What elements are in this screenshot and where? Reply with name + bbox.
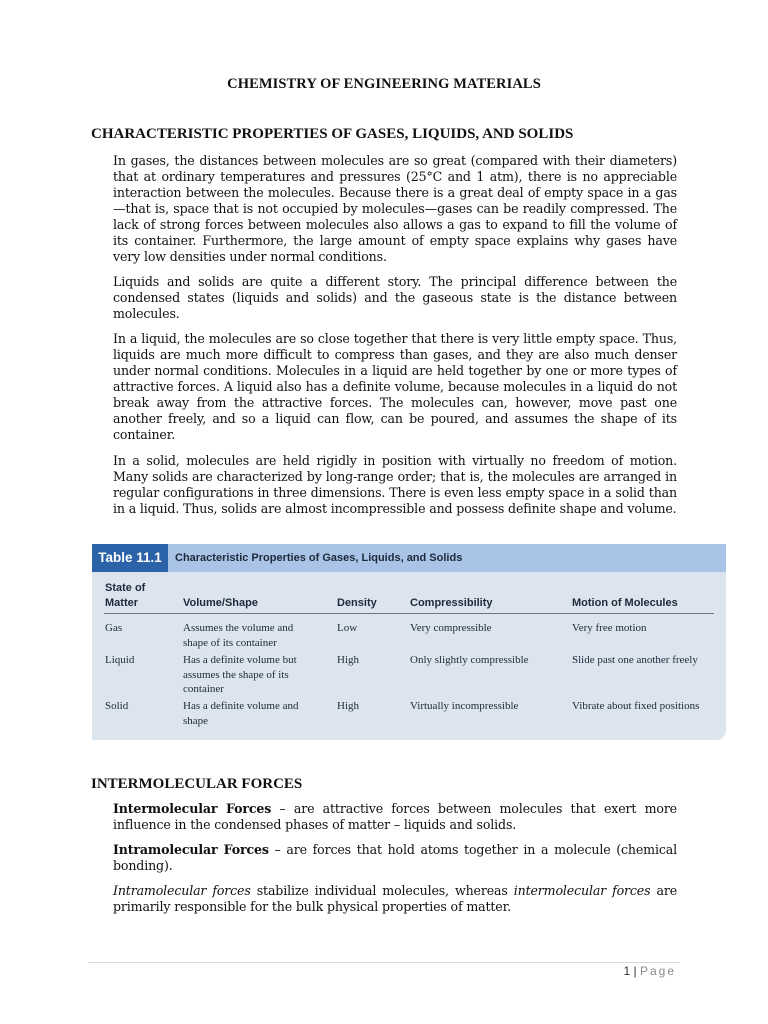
table-caption: Characteristic Properties of Gases, Liquids, and Solids [175, 552, 463, 564]
section-heading-intermolecular: INTERMOLECULAR FORCES [91, 776, 303, 792]
table-cell: Low [337, 622, 358, 634]
definition-intramolecular [113, 842, 677, 874]
document-title: CHEMISTRY OF ENGINEERING MATERIALS [227, 76, 541, 92]
table-cell: Gas [105, 622, 123, 634]
table-header-rule [104, 613, 714, 614]
table-number: Table 11.1 [92, 544, 168, 572]
paragraph-gases: In gases, the distances between molecules are so great (compared with their diameters) that at ordinary temperatures and pressures (25°C and 1 atm), there is no appreciable interaction between the molecules. Because there is a great deal of empty space in a gas—that is, space that is not occupied by molecules—gases can be readily compressed. The lack of strong forces between molecules also allows a gas to expand to fill the volume of its container. Furthermore, the large amount of empty space explains why gases have very low densities under normal conditions. [113, 153, 677, 264]
column-header-density: Density [337, 597, 377, 609]
definition-text: – are attractive forces between molecules that exert more influence in the condensed phases of matter – liquids and solids. [113, 801, 677, 832]
italic-term: Intramolecular forces [113, 883, 251, 898]
table-cell: Very compressible [410, 622, 492, 634]
table-cell: Very free motion [572, 622, 647, 634]
column-header-volume-shape: Volume/Shape [183, 597, 258, 609]
page-separator: | [630, 964, 640, 978]
column-header-motion: Motion of Molecules [572, 597, 678, 609]
table-cell: High [337, 700, 359, 712]
paragraph-liquid: In a liquid, the molecules are so close together that there is very little empty space. Thus, liquids are much more difficult to compress than gases, and they are also much denser under normal conditions. Molecules in a liquid are held together by one or more types of attractive forces. A liquid also has a definite volume, because molecules in a liquid do not break away from the attractive forces. The molecules can, however, move past one another freely, and so a liquid can flow, can be poured, and assumes the shape of its container. [113, 331, 677, 442]
footer-rule [88, 962, 680, 963]
page-number: 1 [623, 964, 631, 978]
paragraph-text: stabilize individual molecules, whereas [250, 883, 514, 898]
table-cell: Only slightly compressible [410, 654, 529, 666]
definition-text: – are forces that hold atoms together in a molecule (chemical bonding). [113, 842, 677, 873]
table-cell: High [337, 654, 359, 666]
table-cell: Liquid [105, 654, 135, 666]
term-intermolecular: Intermolecular Forces [113, 801, 272, 816]
paragraph-liquids-solids: Liquids and solids are quite a different story. The principal difference between the condensed states (liquids and solids) and the gaseous state is the distance between molecules. [113, 274, 677, 321]
paragraph-forces-comparison [113, 883, 677, 915]
section-heading-properties: CHARACTERISTIC PROPERTIES OF GASES, LIQUIDS, AND SOLIDS [91, 126, 574, 142]
table-cell: Slide past one another freely [572, 654, 698, 666]
paragraph-solid: In a solid, molecules are held rigidly in position with virtually no freedom of motion. Many solids are characterized by long-range order; that is, the molecules are arranged in regular configurations in three dimensions. There is even less empty space in a solid than in a liquid. Thus, solids are almost incompressible and possess definite shape and volume. [113, 453, 677, 516]
table-cell: Virtually incompressible [410, 700, 519, 712]
table-cell: Vibrate about fixed positions [572, 700, 700, 712]
table-cell: Has a definite volume and shape [183, 700, 299, 727]
definition-intermolecular [113, 801, 677, 833]
column-header-compressibility: Compressibility [410, 597, 493, 609]
page-label: Page [639, 964, 676, 978]
table-cell: Assumes the volume and shape of its container [183, 622, 294, 649]
term-intramolecular: Intramolecular Forces [113, 842, 269, 857]
table-cell: Solid [105, 700, 129, 712]
table-cell: Has a definite volume but assumes the shape of its container [183, 654, 297, 695]
column-header-state: State of Matter [105, 582, 146, 609]
paragraph-text: are primarily responsible for the bulk physical properties of matter. [113, 883, 677, 914]
italic-term: intermolecular forces [513, 883, 651, 898]
page-footer [623, 964, 676, 978]
